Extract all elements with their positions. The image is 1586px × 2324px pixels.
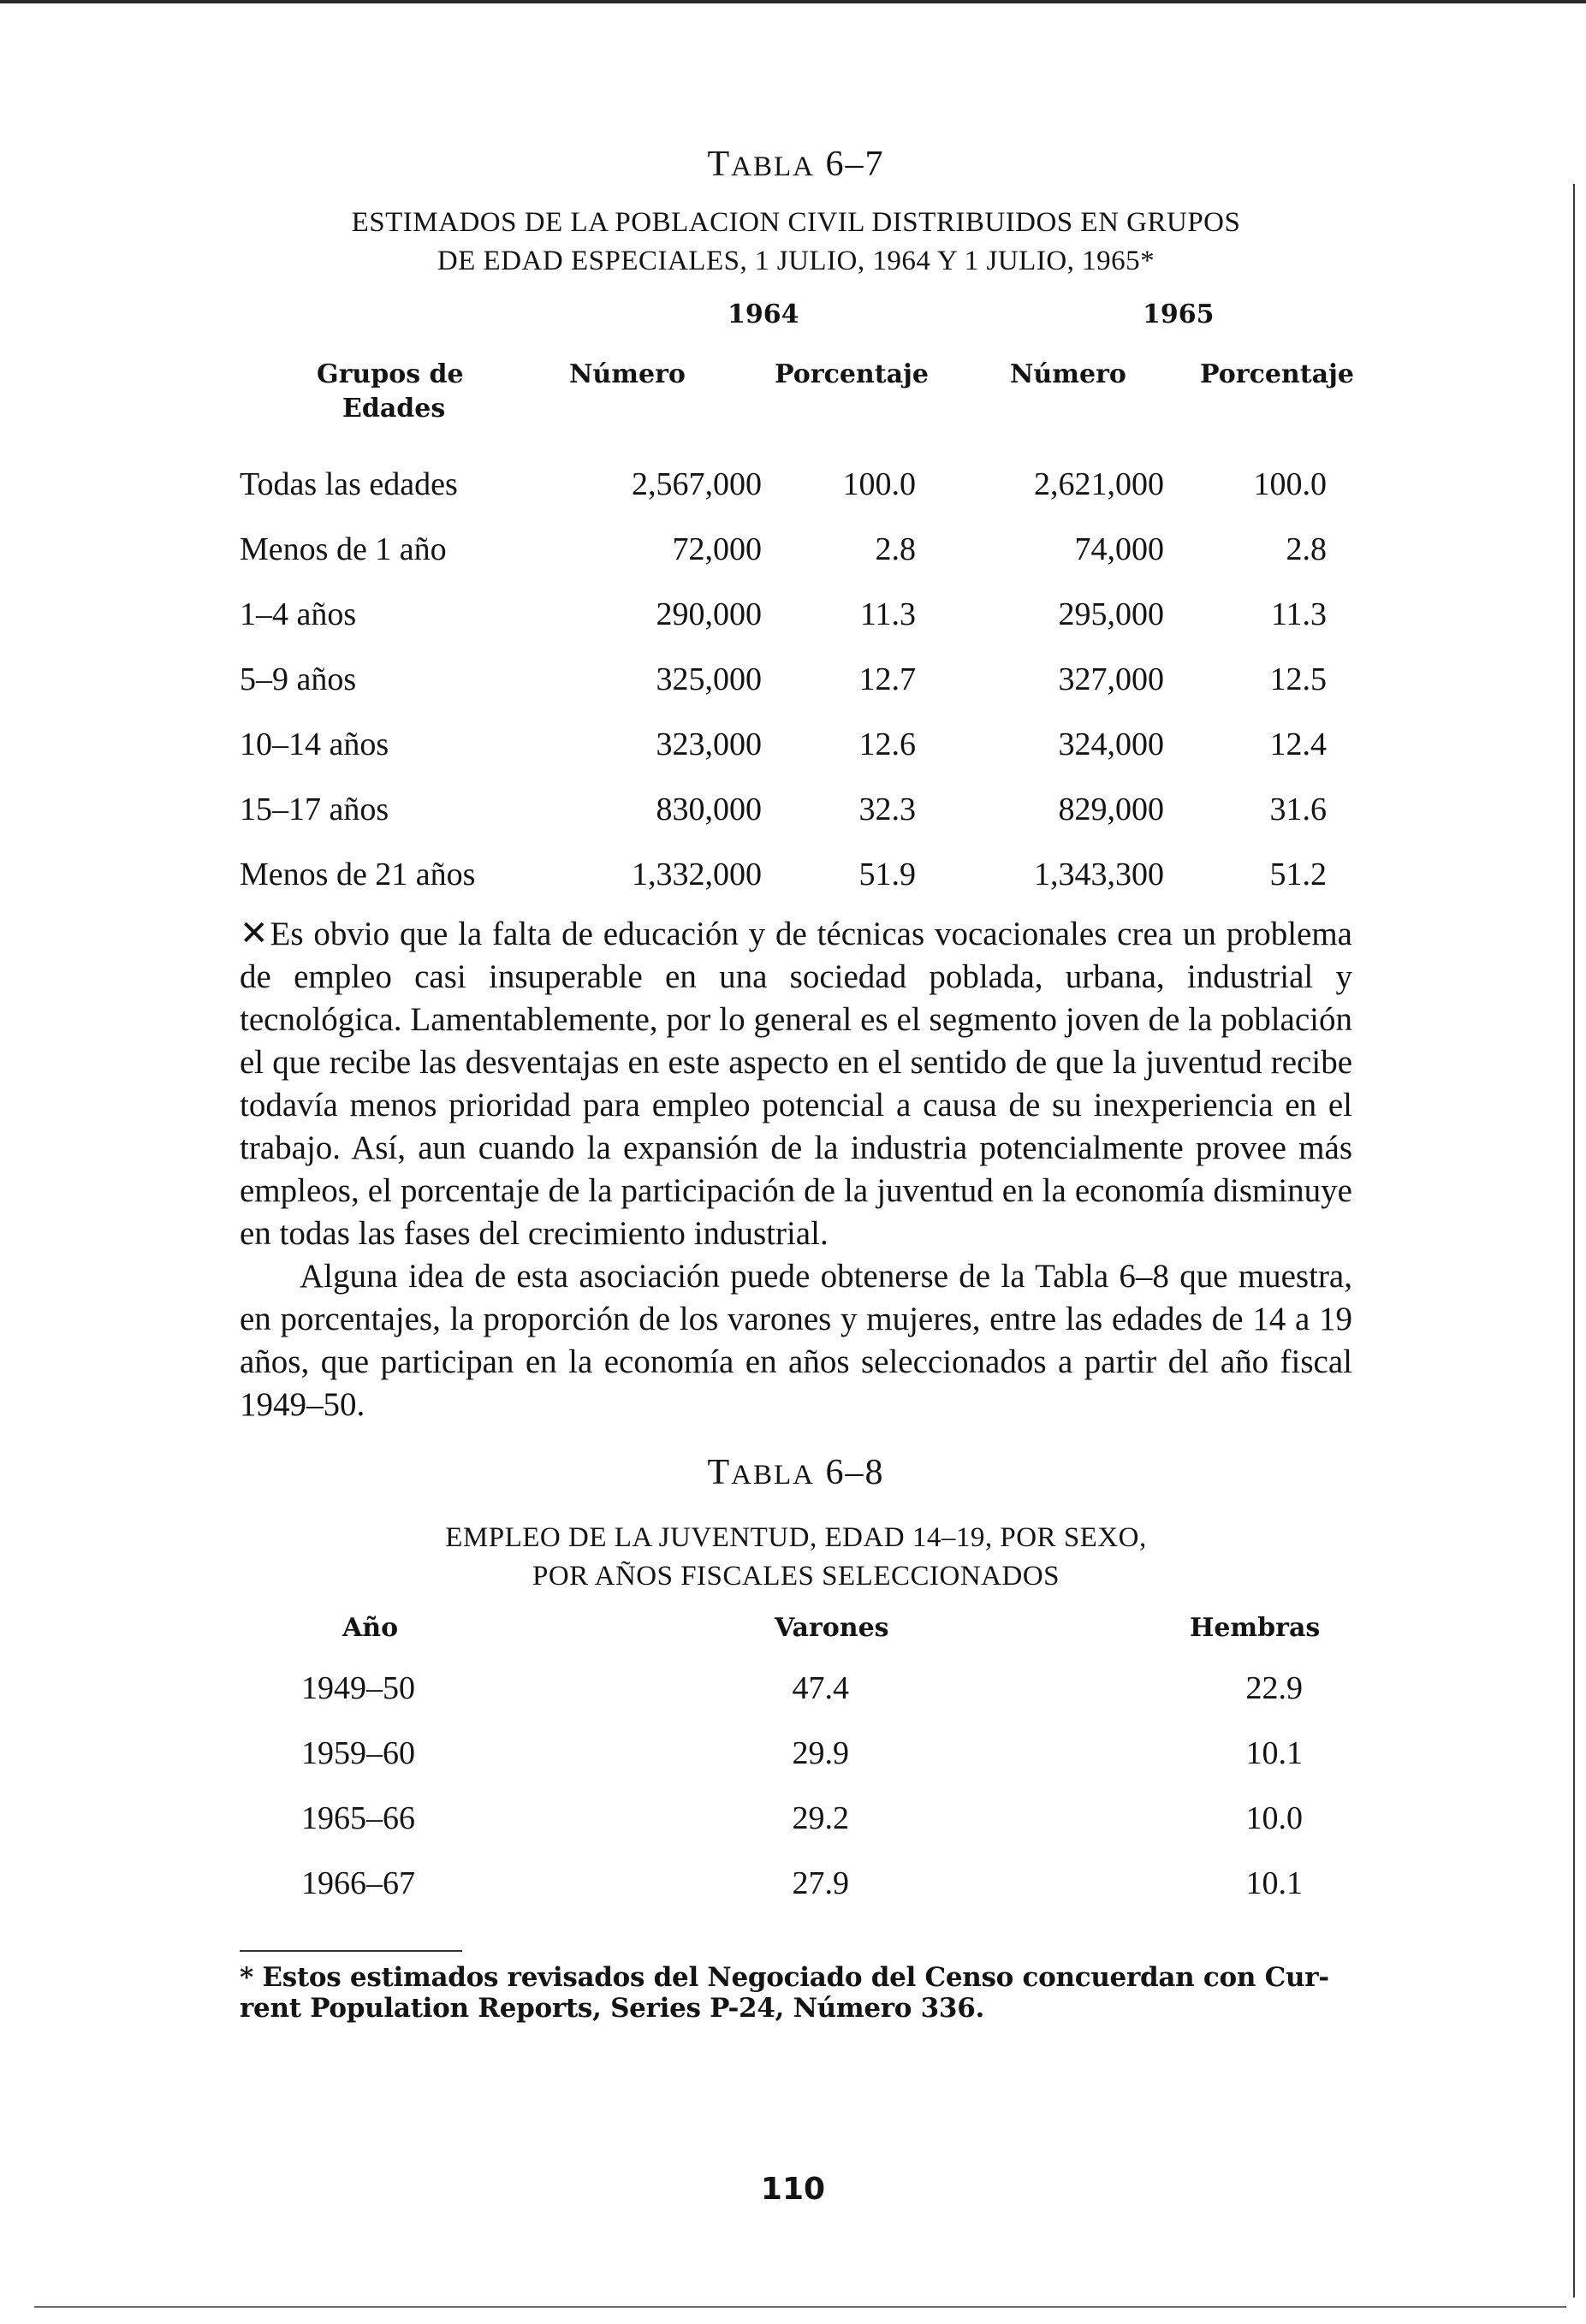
percent-1964-cell: 51.9: [858, 857, 916, 892]
table2-label-rest: ABLA: [731, 1460, 815, 1491]
header-number-1964: Número: [569, 359, 686, 389]
number-1965-cell: 327,000: [1058, 661, 1164, 697]
table1-label-initial: T: [707, 145, 732, 184]
table1-title: [240, 204, 1352, 281]
number-1965-cell: 1,343,300: [1034, 857, 1164, 892]
male-cell: 29.9: [792, 1735, 849, 1771]
header-number-1965: Número: [1010, 359, 1126, 389]
table2-label: [240, 1452, 1352, 1493]
year-cell: 1949–50: [301, 1670, 415, 1706]
percent-1965-cell: 31.6: [1269, 791, 1327, 827]
table2-title: [240, 1519, 1352, 1596]
table-row: [240, 452, 1327, 517]
table1-label: [240, 144, 1352, 185]
age-group-cell: Todas las edades: [240, 466, 458, 502]
number-1965-cell: 2,621,000: [1034, 466, 1164, 502]
number-1965-cell: 324,000: [1058, 726, 1164, 762]
table-row: [240, 777, 1327, 842]
table2-title-line2: POR AÑOS FISCALES SELECCIONADOS: [532, 1561, 1060, 1592]
top-border-line: [0, 0, 1586, 3]
footnote: [240, 1962, 1352, 2024]
percent-1965-cell: 12.4: [1269, 726, 1327, 762]
percent-1964-cell: 12.6: [858, 726, 916, 762]
table1-label-rest: ABLA: [731, 151, 815, 182]
age-group-cell: 1–4 años: [240, 596, 357, 632]
age-group-cell: 10–14 años: [240, 726, 389, 762]
table-row: [240, 1786, 1303, 1851]
year-1964: 1964: [728, 299, 799, 329]
percent-1965-cell: 100.0: [1253, 466, 1327, 502]
table1-column-headers: [240, 358, 1352, 452]
header-male: Varones: [775, 1613, 889, 1643]
number-1964-cell: 1,332,000: [632, 857, 762, 892]
table-row: [240, 647, 1327, 712]
percent-1965-cell: 11.3: [1270, 596, 1327, 632]
age-group-cell: 15–17 años: [240, 791, 389, 827]
table1-title-line2: DE EDAD ESPECIALES, 1 JULIO, 1964 Y 1 JULIO, 1965*: [437, 246, 1155, 276]
percent-1964-cell: 2.8: [875, 531, 916, 567]
female-cell: 22.9: [1245, 1670, 1303, 1706]
number-1964-cell: 72,000: [672, 531, 762, 567]
table-row: [240, 517, 1327, 582]
youth-employment-table: [240, 1656, 1303, 1916]
number-1964-cell: 830,000: [656, 791, 762, 827]
female-cell: 10.1: [1245, 1865, 1303, 1901]
number-1964-cell: 323,000: [656, 726, 762, 762]
header-age-groups-line1: Grupos de: [317, 359, 464, 389]
footnote-rule: [240, 1950, 462, 1952]
percent-1964-cell: 32.3: [858, 791, 916, 827]
body-text: [240, 912, 1352, 1426]
bottom-border-line: [34, 2306, 1566, 2308]
number-1964-cell: 290,000: [656, 596, 762, 632]
header-percent-1965: Porcentaje: [1200, 359, 1354, 389]
table-row: [240, 1656, 1303, 1721]
age-group-cell: Menos de 21 años: [240, 857, 476, 892]
footnote-line2: rent Population Reports, Series P-24, Número 336.: [240, 1993, 984, 2024]
header-age-groups-line2: Edades: [342, 394, 446, 424]
percent-1964-cell: 100.0: [842, 466, 916, 502]
table-row: [240, 582, 1327, 647]
female-cell: 10.0: [1245, 1800, 1303, 1836]
footnote-line1: * Estos estimados revisados del Negociado del Censo concuerdan con Cur-: [240, 1962, 1329, 1993]
page-content: [240, 128, 1352, 2024]
number-1965-cell: 74,000: [1074, 531, 1164, 567]
right-border-line: [1573, 184, 1575, 2297]
table2-label-initial: T: [707, 1453, 732, 1492]
table1-label-number: 6–7: [825, 145, 885, 184]
paragraph-2: Alguna idea de esta asociación puede obtenerse de la Tabla 6–8 que muestra, en porcentajes, la proporción de los varones y mujeres, entre las edades de 14 a 19 años, que participan en la economía en años seleccionados a partir del año fiscal 1949–50.: [240, 1258, 1352, 1423]
male-cell: 29.2: [792, 1800, 849, 1836]
year-1965: 1965: [1143, 299, 1215, 329]
year-cell: 1965–66: [301, 1800, 415, 1836]
handwritten-mark-icon: ✕: [240, 914, 269, 952]
male-cell: 47.4: [792, 1670, 849, 1706]
number-1964-cell: 2,567,000: [632, 466, 762, 502]
percent-1965-cell: 2.8: [1286, 531, 1327, 567]
table-row: [240, 842, 1327, 907]
table-row: [240, 1721, 1303, 1786]
page-number: 110: [760, 2172, 826, 2207]
table2-title-line1: EMPLEO DE LA JUVENTUD, EDAD 14–19, POR SEXO,: [445, 1522, 1147, 1553]
age-group-cell: Menos de 1 año: [240, 531, 447, 567]
paragraph-1: Es obvio que la falta de educación y de técnicas vocacionales crea un problema de empleo casi insuperable en una sociedad poblada, urbana, industrial y tecnológica. Lamentablemente, por lo general es el segmento joven de la población el que recibe las desventajas en este aspecto en el sentido de que la juventud recibe todavía menos prioridad para empleo potencial a causa de su inexperiencia en el trabajo. Así, aun cuando la expansión de la industria potencialmente provee más empleos, el porcentaje de la participación de la juventud en la economía disminuye en todas las fases del crecimiento industrial.: [240, 916, 1352, 1252]
number-1964-cell: 325,000: [656, 661, 762, 697]
table-row: [240, 1851, 1303, 1916]
male-cell: 27.9: [792, 1865, 849, 1901]
header-year: Año: [342, 1613, 399, 1643]
year-cell: 1959–60: [301, 1735, 415, 1771]
table-row: [240, 712, 1327, 777]
number-1965-cell: 295,000: [1058, 596, 1164, 632]
number-1965-cell: 829,000: [1058, 791, 1164, 827]
year-cell: 1966–67: [301, 1865, 415, 1901]
table1-title-line1: ESTIMADOS DE LA POBLACION CIVIL DISTRIBUIDOS EN GRUPOS: [351, 207, 1241, 238]
age-group-cell: 5–9 años: [240, 661, 357, 697]
percent-1964-cell: 12.7: [858, 661, 916, 697]
percent-1964-cell: 11.3: [859, 596, 916, 632]
female-cell: 10.1: [1245, 1735, 1303, 1771]
table2-column-headers: [240, 1604, 1352, 1656]
table2-label-number: 6–8: [825, 1453, 885, 1492]
table1-year-header: [240, 291, 1352, 342]
percent-1965-cell: 51.2: [1269, 857, 1327, 892]
percent-1965-cell: 12.5: [1269, 661, 1327, 697]
header-female: Hembras: [1190, 1613, 1321, 1643]
header-age-groups: [317, 358, 464, 426]
header-percent-1964: Porcentaje: [775, 359, 929, 389]
population-table: [240, 452, 1327, 907]
